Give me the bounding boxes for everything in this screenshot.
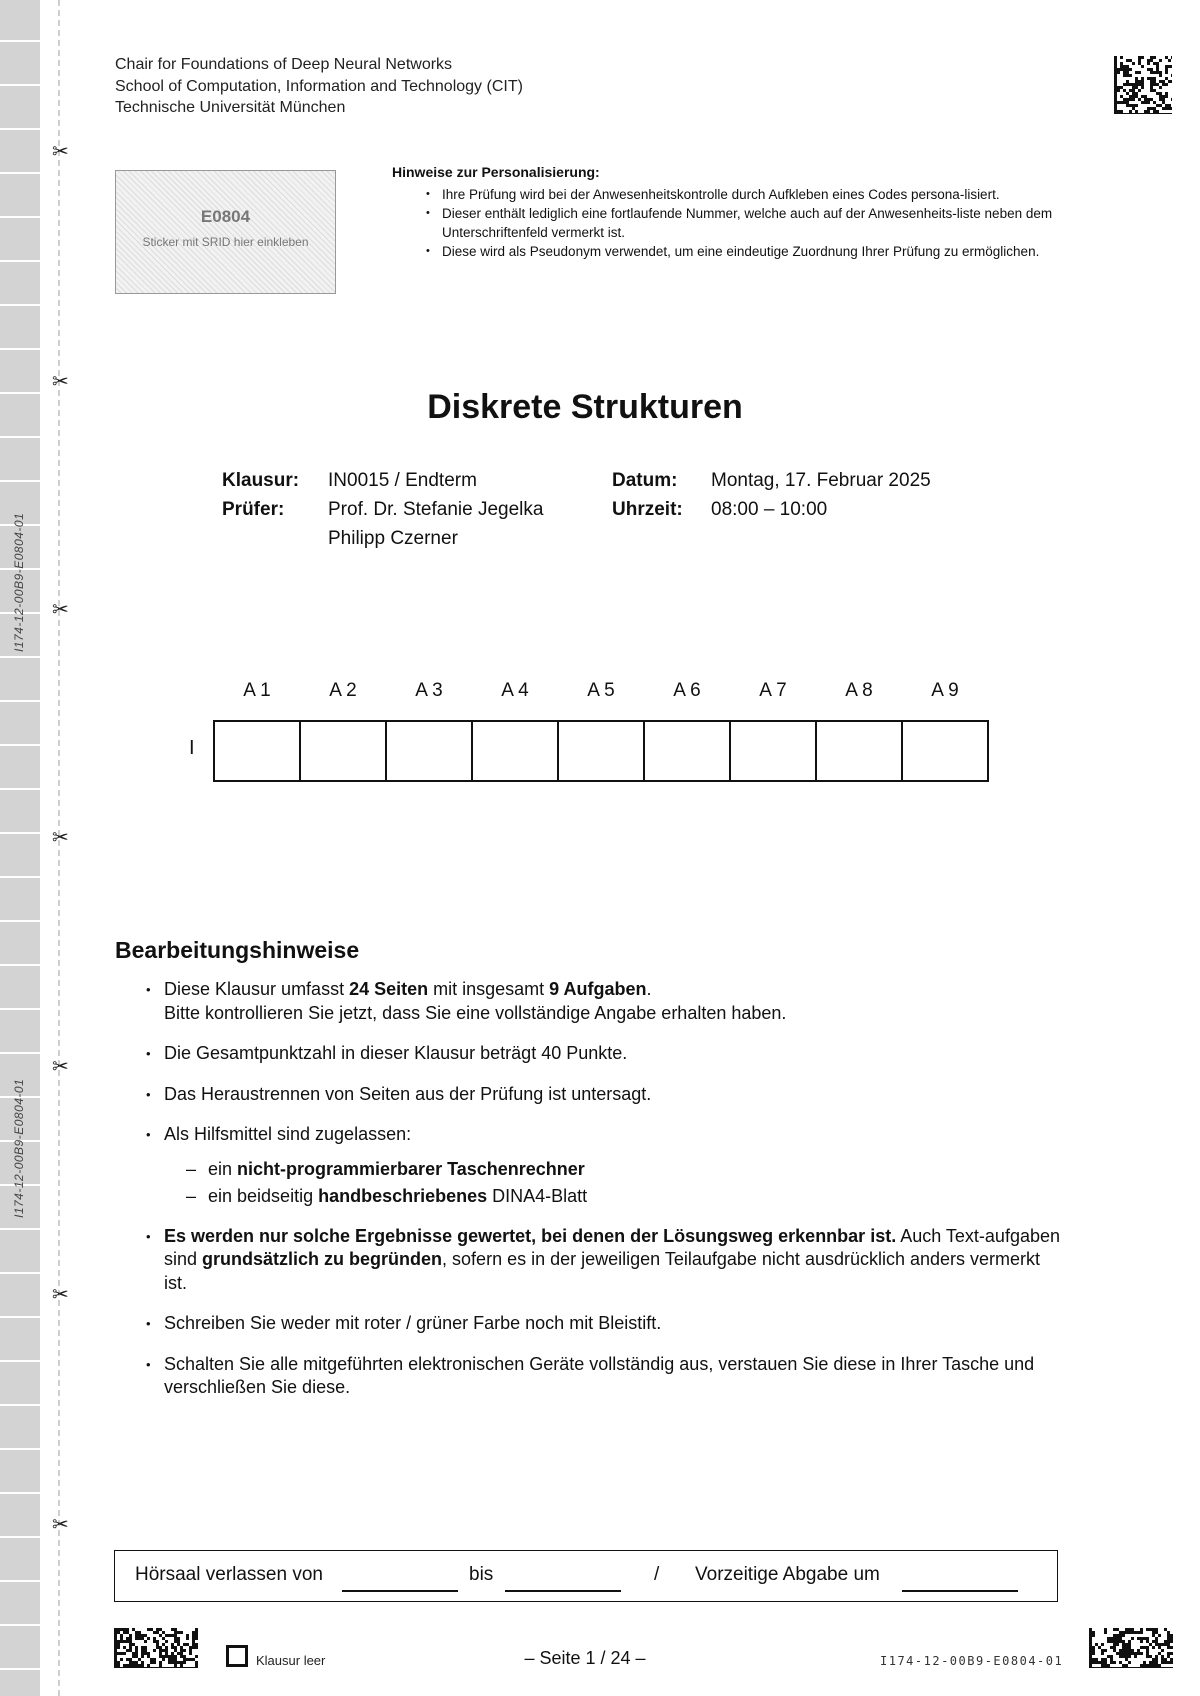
examiner-value: Philipp Czerner <box>328 528 458 549</box>
scissors-icon: ✂ <box>52 371 69 393</box>
strip-separator <box>0 920 40 922</box>
sticker-area <box>115 170 336 294</box>
text: Diese Klausur umfasst <box>164 979 350 999</box>
leave-to-field[interactable] <box>505 1590 621 1592</box>
leave-from-label: Hörsaal verlassen von <box>135 1564 323 1585</box>
early-submission-field[interactable] <box>902 1590 1018 1592</box>
page-number: – Seite 1 / 24 – <box>524 1648 646 1668</box>
time-value: 08:00 – 10:00 <box>711 499 828 520</box>
strip-separator <box>0 700 40 702</box>
text: Auch Text-aufgaben sind <box>164 1225 1060 1269</box>
list-item: • Ihre Prüfung wird bei der Anwesenheitskontrolle durch Aufkleben eines Codes persona-lisiert. <box>442 185 1062 204</box>
date-label-text: Datum: <box>612 470 678 491</box>
examiner-label <box>222 495 284 524</box>
score-grid <box>213 720 989 782</box>
column-header: A 3 <box>415 680 443 701</box>
scissors-icon: ✂ <box>52 827 69 849</box>
time-label-text: Uhrzeit: <box>612 499 683 520</box>
strip-separator <box>0 1580 40 1582</box>
exam-label <box>222 466 299 495</box>
list-item: • Dieser enthält lediglich eine fortlaufende Nummer, welche auch auf der Anwesenheits-liste neben dem Unterschriftenfeld vermerkt ist. <box>442 204 1062 242</box>
score-cell[interactable] <box>387 722 473 780</box>
scissors-icon: ✂ <box>52 1284 69 1306</box>
leave-room-box <box>114 1550 1058 1602</box>
emphasis: 24 Seiten <box>349 979 429 999</box>
column-header: A 9 <box>931 680 959 701</box>
scissors-icon: ✂ <box>52 141 69 163</box>
strip-separator <box>0 1052 40 1054</box>
column-header: A 1 <box>243 680 271 701</box>
strip-separator <box>0 348 40 350</box>
margin-code: I174-12-00B9-E0804-01 <box>12 512 26 652</box>
header-line: School of Computation, Information and Technology (CIT) <box>115 77 523 95</box>
strip-separator <box>0 128 40 130</box>
text: ein beidseitig <box>208 1186 319 1206</box>
text: mit insgesamt <box>428 979 550 999</box>
strip-separator <box>0 1272 40 1274</box>
strip-separator <box>0 1492 40 1494</box>
emphasis: Es werden nur solche Ergebnisse gewertet, bei denen der Lösungsweg erkennbar ist. <box>164 1225 897 1246</box>
emphasis: grundsätzlich zu begründen <box>202 1249 443 1269</box>
emphasis: nicht-programmierbarer Taschenrechner <box>237 1158 585 1179</box>
row-label: I <box>189 737 195 759</box>
score-cell[interactable] <box>215 722 301 780</box>
strip-separator <box>0 1536 40 1538</box>
early-submission-label: Vorzeitige Abgabe um <box>695 1564 880 1585</box>
list-item: • Das Heraustrennen von Seiten aus der Prüfung ist untersagt. <box>146 1083 1066 1107</box>
list-item: • Diese wird als Pseudonym verwendet, um eine eindeutige Zuordnung Ihrer Prüfung zu ermöglichen. <box>442 242 1062 261</box>
strip-separator <box>0 1360 40 1362</box>
strip-separator <box>0 876 40 878</box>
strip-separator <box>0 172 40 174</box>
strip-separator <box>0 436 40 438</box>
sticker-id: E0804 <box>200 207 251 226</box>
date-label <box>612 466 677 495</box>
strip-separator <box>0 832 40 834</box>
column-header: A 4 <box>501 680 529 701</box>
leave-from-field[interactable] <box>342 1590 458 1592</box>
strip-separator <box>0 1008 40 1010</box>
text: DINA4-Blatt <box>487 1186 588 1206</box>
list-item: • Die Gesamtpunktzahl in dieser Klausur beträgt 40 Punkte. <box>146 1042 1066 1066</box>
strip-separator <box>0 40 40 42</box>
strip-separator <box>0 260 40 262</box>
strip-separator <box>0 964 40 966</box>
sub-list-item <box>146 1185 1066 1209</box>
margin-strip <box>0 0 40 1696</box>
scissors-icon: ✂ <box>52 1514 69 1536</box>
scissors-icon: ✂ <box>52 1056 69 1078</box>
sticker-text: Sticker mit SRID hier einkleben <box>142 235 309 249</box>
strip-separator <box>0 480 40 482</box>
score-cell[interactable] <box>559 722 645 780</box>
column-header: A 8 <box>845 680 873 701</box>
personalisation-notes <box>392 163 1062 261</box>
exam-label-text: Klausur: <box>222 470 300 491</box>
text: , sofern es in der jeweiligen Teilaufgabe nicht ausdrücklich anders vermerkt ist. <box>164 1249 1041 1293</box>
footer-code: I174-12-00B9-E0804-01 <box>880 1654 1064 1668</box>
column-header: A 6 <box>673 680 701 701</box>
empty-exam-label: Klausur leer <box>256 1653 326 1668</box>
text: ein <box>208 1158 238 1179</box>
score-cell[interactable] <box>731 722 817 780</box>
list-item: • Schalten Sie alle mitgeführten elektronischen Geräte vollständig aus, verstauen Sie diese in Ihrer Tasche und verschließen Sie diese. <box>146 1353 1066 1400</box>
score-cell[interactable] <box>645 722 731 780</box>
leave-to-label: bis <box>469 1564 494 1585</box>
top-right-qr-code <box>1114 56 1172 114</box>
sub-list-item <box>146 1158 1066 1182</box>
strip-separator <box>0 1316 40 1318</box>
header-line: Chair for Foundations of Deep Neural Networks <box>115 56 453 73</box>
institution-header <box>115 54 523 119</box>
examiner-value: Prof. Dr. Stefanie Jegelka <box>328 499 544 520</box>
strip-separator <box>0 1448 40 1450</box>
strip-separator <box>0 1624 40 1626</box>
separator: / <box>654 1564 660 1585</box>
strip-separator <box>0 1228 40 1230</box>
exam-title: Diskrete Strukturen <box>427 388 743 426</box>
time-label <box>612 495 683 524</box>
text: . <box>646 979 652 999</box>
strip-separator <box>0 1404 40 1406</box>
date-value: Montag, 17. Februar 2025 <box>711 470 931 491</box>
strip-separator <box>0 216 40 218</box>
column-header: A 7 <box>759 680 787 701</box>
list-item: • Schreiben Sie weder mit roter / grüner Farbe noch mit Bleistift. <box>146 1312 1066 1336</box>
instructions-list <box>146 978 1066 1417</box>
instructions-title: Bearbeitungshinweise <box>115 937 360 963</box>
scissors-icon: ✂ <box>52 599 69 621</box>
score-cell[interactable] <box>903 722 987 780</box>
examiner-label-text: Prüfer: <box>222 499 285 520</box>
score-cell[interactable] <box>817 722 903 780</box>
list-item <box>146 978 1066 1025</box>
exam-value: IN0015 / Endterm <box>328 470 477 491</box>
strip-separator <box>0 788 40 790</box>
strip-separator <box>0 84 40 86</box>
strip-separator <box>0 656 40 658</box>
list-item: • Als Hilfsmittel sind zugelassen: <box>146 1123 1066 1147</box>
list-item <box>146 1225 1066 1296</box>
margin-code: I174-12-00B9-E0804-01 <box>12 1078 26 1218</box>
emphasis: handbeschriebenes <box>318 1186 488 1206</box>
score-cell[interactable] <box>301 722 387 780</box>
column-header: A 2 <box>329 680 357 701</box>
text: Bitte kontrollieren Sie jetzt, dass Sie eine vollständige Angabe erhalten haben. <box>164 1002 787 1023</box>
column-header: A 5 <box>587 680 615 701</box>
strip-separator <box>0 744 40 746</box>
header-line: Technische Universität München <box>115 99 346 116</box>
strip-separator <box>0 304 40 306</box>
score-cell[interactable] <box>473 722 559 780</box>
personalisation-title: Hinweise zur Personalisierung: <box>392 164 600 180</box>
emphasis: 9 Aufgaben <box>549 979 647 999</box>
